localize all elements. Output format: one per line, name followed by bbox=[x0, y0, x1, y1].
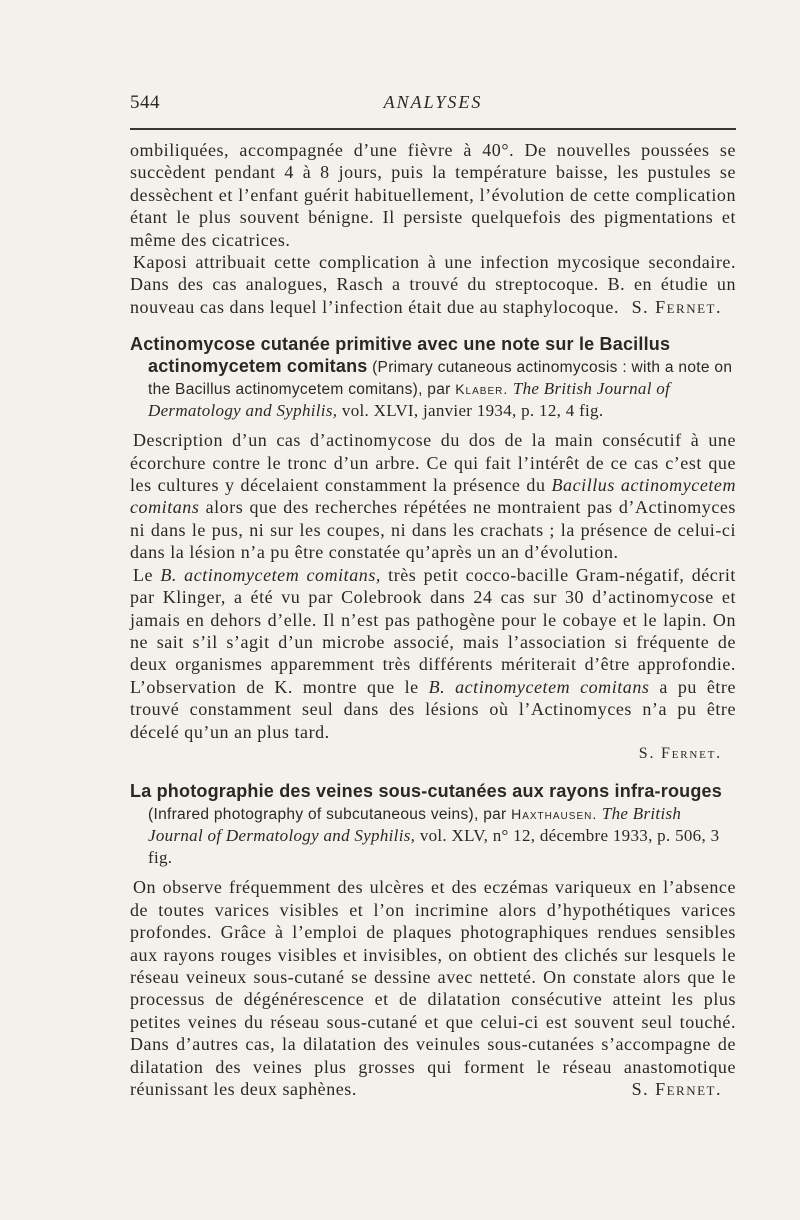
signature-1: S. Fernet. bbox=[631, 296, 722, 317]
paragraph-description bbox=[130, 429, 736, 563]
paragraph-text: très petit cocco-bacille Gram-négatif, décrit par Klinger, a été vu par Colebrook dans 24 cas sur 30 d’actinomycose et jamais en dehors d’elle. Il n’est pas pathogène pour le cobaye et le lapin. On ne sait s’il s’agit d’un microbe associé, mais l’association si fréquente de deux organismes apparemment très différents mériterait d’être approfondie. L’observation de K. montre que le bbox=[130, 564, 736, 697]
running-head bbox=[130, 92, 736, 122]
article-heading-photographie bbox=[130, 781, 736, 869]
signature-3: S. Fernet. bbox=[631, 1079, 722, 1099]
paragraph-text: Description d’un cas d’actinomycose du dos de la main consécutif à une écorchure contre le tronc d’un arbre. Ce qui fait l’intérêt de ce cas c’est que les cultures y décelaient constamment la présence du bbox=[130, 430, 736, 496]
signature-2: S. Fernet. bbox=[638, 744, 722, 762]
paragraph-veins bbox=[130, 876, 736, 1100]
paragraph-italic-term: B. actinomycetem comitans bbox=[428, 676, 650, 697]
article-title: Actinomycose cutanée primitive avec une note sur le Bacillus actinomycetem comitans bbox=[130, 334, 671, 377]
page-content bbox=[130, 139, 736, 1100]
article-title: La photographie des veines sous-cutanées aux rayons infra-rouges bbox=[130, 781, 722, 802]
article-journal: The British Journal of Dermatology and Syphilis, bbox=[148, 379, 671, 421]
paragraph-text: On observe fréquemment des ulcères et des eczémas variqueux en l’absence de toutes varices visibles et l’on incrimine alors d’hypothétiques varices profondes. Grâce à l’emploi de plaques photographiques rendues sensibles aux rayons rouges visibles et invisibles, on obtient des clichés sur lesquels le réseau veineux sous-cutané se dessine avec netteté. On constate alors que le processus de dégénérescence et de dilatation consécutive atteint les plus petites veines du réseau sous-cutané et que celui-ci est souvent seul touché. Dans d’autres cas, la dilatation des veinules sous-cutanées s’accompagne de dilatation des veines plus grosses qui forment le réseau anastomotique réunissant les deux saphènes. bbox=[130, 877, 736, 1099]
article-author: Klaber. bbox=[455, 381, 509, 398]
paragraph-kaposi bbox=[130, 251, 736, 318]
page-number: 544 bbox=[130, 92, 160, 113]
continued-paragraph: ombiliquées, accompagnée d’une fièvre à 40°. De nouvelles poussées se succèdent pendant 4 à 8 jours, puis la température baisse, les pustules se dessèchent et l’enfant guérit habituellement, l’évolution de cette complication étant le plus souvent bénigne. Il persiste quelquefois des pigmentations et même des cicatrices. bbox=[130, 140, 736, 250]
paragraph-text: alors que des recherches répétées ne montraient pas d’Actinomyces ni dans le pus, ni sur les coupes, ni dans les crachats ; la présence de celui-ci dans la lésion n’a pu être constatée qu’après un an d’évolution. bbox=[130, 497, 736, 563]
paragraph-bacillus bbox=[130, 564, 736, 743]
running-title: ANALYSES bbox=[383, 92, 483, 112]
article-subtitle: (Primary cutaneous actinomycosis : with a note on the Bacillus actinomycetem comitans), par bbox=[148, 359, 733, 399]
header-rule bbox=[130, 128, 736, 130]
article-author: Haxthausen. bbox=[511, 806, 598, 823]
paragraph-text: Le bbox=[133, 564, 154, 585]
article-subtitle: (Infrared photography of subcutaneous veins), par bbox=[148, 806, 507, 824]
article-heading-actinomycose bbox=[130, 334, 736, 422]
paragraph-text: a pu être trouvé constamment seul dans des lésions où l’Actinomyces n’a pu être décelé qu’un an plus tard. bbox=[130, 676, 736, 742]
paragraph-italic-term: Bacillus actinomycetem comitans bbox=[130, 475, 736, 518]
article-journal: The British Journal of Dermatology and Syphilis, bbox=[148, 804, 682, 846]
article-reference: vol. XLVI, janvier 1934, p. 12, 4 fig. bbox=[341, 401, 604, 421]
paragraph-kaposi-text: Kaposi attribuait cette complication à une infection mycosique secondaire. Dans des cas analogues, Rasch a trouvé du streptocoque. B. en étudie un nouveau cas dans lequel l’infection était due au staphylocoque. bbox=[130, 252, 736, 317]
article-reference: vol. XLV, n° 12, décembre 1933, p. 506, 3 fig. bbox=[148, 826, 720, 868]
paragraph-italic-term: B. actinomycetem comitans, bbox=[160, 564, 381, 585]
